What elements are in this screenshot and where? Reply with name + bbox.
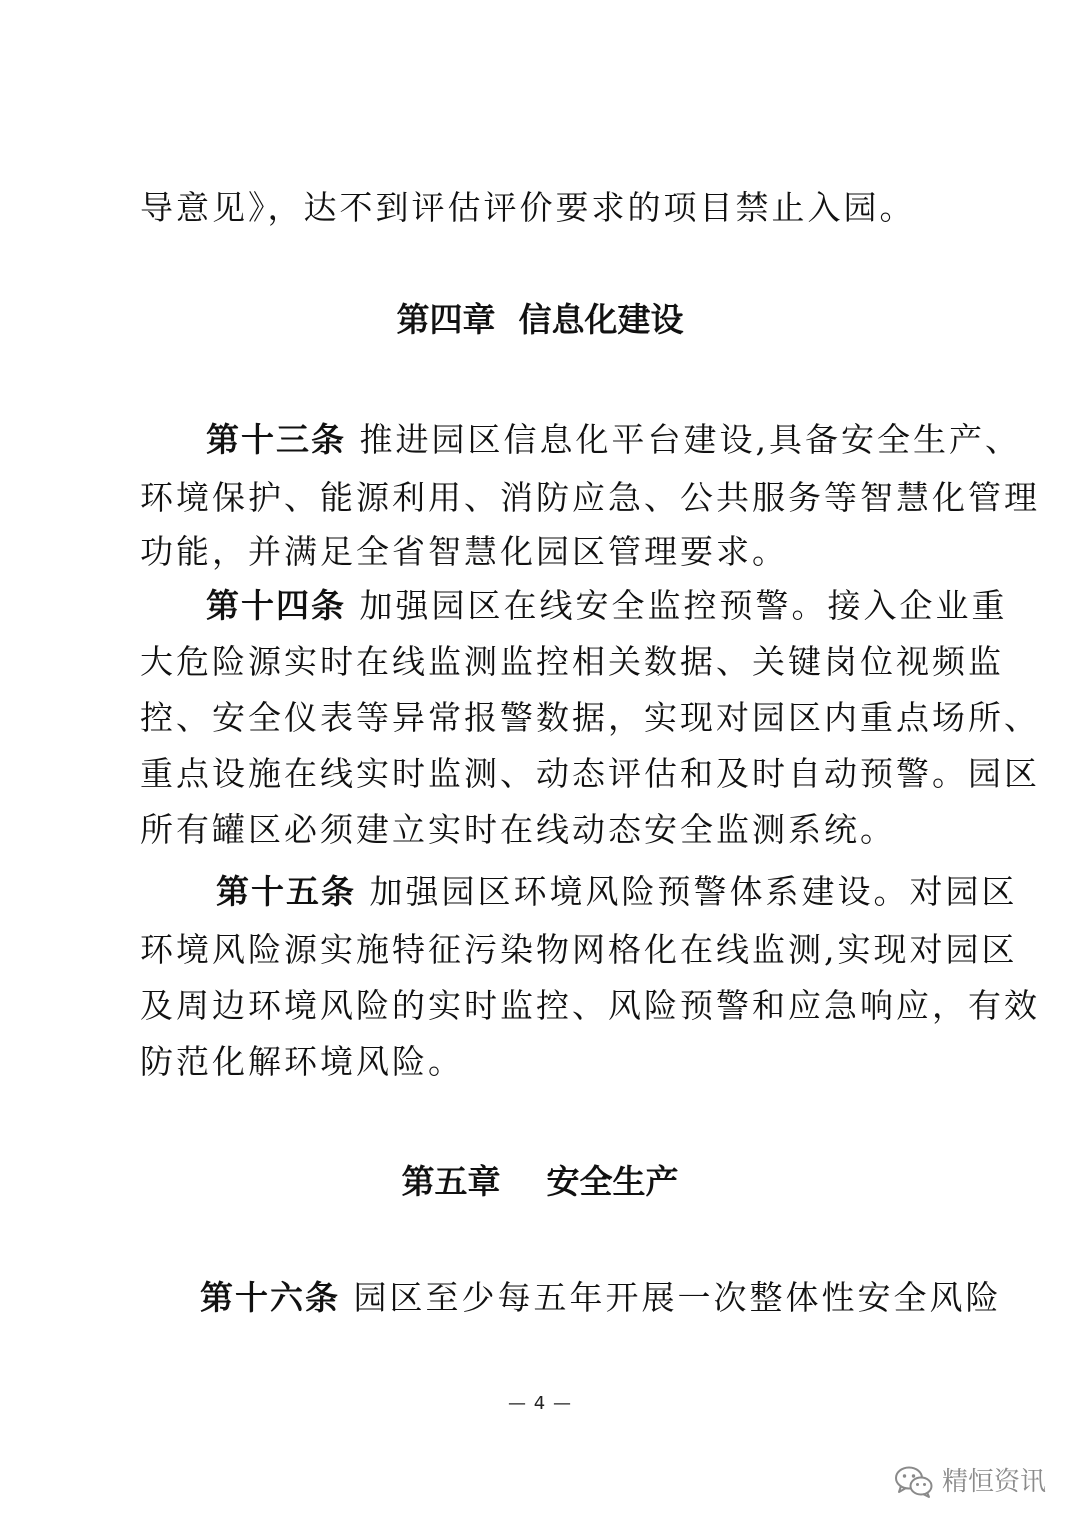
article-13-line-1 xyxy=(206,418,1021,462)
watermark-text: 精恒资讯 xyxy=(941,1467,1046,1497)
article-13-label: 第十三条 xyxy=(206,420,346,459)
article-14-line-5: 所有罐区必须建立实时在线动态安全监测系统。 xyxy=(140,810,896,849)
article-16-line-1 xyxy=(200,1276,1000,1320)
article-14-line-3: 控、安全仪表等异常报警数据，实现对园区内重点场所、 xyxy=(140,698,1040,737)
article-14-line-2: 大危险源实时在线监测监控相关数据、关键岗位视频监 xyxy=(140,642,1004,681)
source-watermark xyxy=(894,1462,1046,1502)
article-15-line-2: 环境风险源实施特征污染物网格化在线监测,实现对园区 xyxy=(140,930,1018,969)
article-13-line-2: 环境保护、能源利用、消防应急、公共服务等智慧化管理 xyxy=(140,478,1040,517)
article-16-label: 第十六条 xyxy=(200,1278,340,1317)
article-13-line-3: 功能，并满足全省智慧化园区管理要求。 xyxy=(140,532,788,571)
article-15-label: 第十五条 xyxy=(216,872,356,911)
article-14-label: 第十四条 xyxy=(206,586,346,625)
article-15-line-1 xyxy=(216,870,1016,914)
chapter-5-title: 第五章 安全生产 xyxy=(401,1162,679,1201)
article-15-text-1: 加强园区环境风险预警体系建设。对园区 xyxy=(369,872,1018,911)
page-number: — 4 — xyxy=(508,1393,572,1414)
article-14-text-1: 加强园区在线安全监控预警。接入企业重 xyxy=(359,586,1008,625)
chapter-4-title: 第四章 信息化建设 xyxy=(396,300,684,339)
article-14-line-1 xyxy=(206,584,1006,628)
intro-line: 导意见》，达不到评估评价要求的项目禁止入园。 xyxy=(140,188,916,227)
article-16-text-1: 园区至少每五年开展一次整体性安全风险 xyxy=(353,1278,1002,1317)
wechat-icon xyxy=(894,1465,934,1499)
article-15-line-3: 及周边环境风险的实时监控、风险预警和应急响应，有效 xyxy=(140,986,1040,1025)
article-13-text-1: 推进园区信息化平台建设,具备安全生产、 xyxy=(359,420,1021,459)
article-14-line-4: 重点设施在线实时监测、动态评估和及时自动预警。园区 xyxy=(140,754,1040,793)
article-15-line-4: 防范化解环境风险。 xyxy=(140,1042,464,1081)
